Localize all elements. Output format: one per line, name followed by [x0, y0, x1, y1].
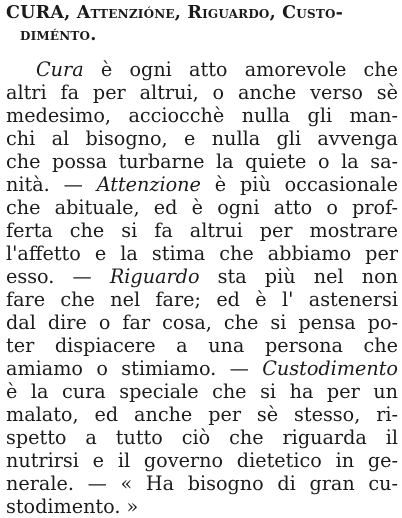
body-line: [6, 173, 398, 196]
body-text: dal dire o far cosa, che si pensa po-: [6, 311, 398, 334]
body-line: [6, 426, 398, 449]
body-text: spetto a tutto ciò che riguarda il: [6, 426, 398, 449]
body-line: [6, 472, 398, 495]
entry-heading: [6, 2, 398, 46]
italic-term: Custodimento: [262, 357, 398, 380]
body-line: [6, 334, 398, 357]
body-text: è più occasionale: [200, 173, 398, 196]
body-text: medesimo, acciocchè nulla gli man-: [6, 104, 398, 127]
body-text: che abituale, ed è ogni atto o prof-: [6, 196, 398, 219]
body-text: altri fa per altrui, o anche verso sè: [6, 81, 398, 104]
body-text: è la cura speciale che si ha per un: [6, 380, 398, 403]
body-line: [6, 311, 398, 334]
body-text: amiamo o stimiamo. —: [6, 357, 263, 380]
body-text: sta più nel non: [199, 265, 398, 288]
body-line: [6, 58, 398, 81]
body-text: nerale. — « Ha bisogno di gran cu-: [6, 472, 398, 495]
body-line: [6, 242, 398, 265]
dictionary-page: [6, 2, 398, 518]
italic-term: Cura: [36, 58, 84, 81]
entry-body: [6, 58, 398, 518]
body-text: fare che nel fare; ed è l' astenersi: [6, 288, 398, 311]
body-line: [6, 265, 398, 288]
body-text: malato, ed anche per sè stesso, ri-: [6, 403, 398, 426]
italic-term: Riguardo: [109, 265, 200, 288]
body-line: [6, 150, 398, 173]
body-line: [6, 288, 398, 311]
body-text: è ogni atto amorevole che: [83, 58, 398, 81]
body-line: [6, 357, 398, 380]
body-line: [6, 81, 398, 104]
body-text: nità. —: [6, 173, 97, 196]
body-line: [6, 196, 398, 219]
body-text: stodimento. »: [6, 495, 139, 518]
entry-heading-line-2: diménto.: [20, 25, 97, 45]
body-line: [6, 219, 398, 242]
body-text: nutrirsi e il governo dietetico in ge-: [6, 449, 398, 472]
body-line: [6, 380, 398, 403]
body-line: [6, 495, 398, 518]
body-line: [6, 104, 398, 127]
italic-term: Attenzione: [96, 173, 201, 196]
body-line: [6, 127, 398, 150]
body-text: che possa turbarne la quiete o la sa-: [6, 150, 398, 173]
entry-heading-line-1: CURA, Attenzióne, Riguardo, Custo-: [6, 3, 344, 23]
body-text: ferta che si fa altrui per mostrare: [6, 219, 398, 242]
body-text: l'affetto e la stima che abbiamo per: [6, 242, 398, 265]
body-line: [6, 403, 398, 426]
body-text: chi al bisogno, e nulla gli avvenga: [6, 127, 398, 150]
body-text: esso. —: [6, 265, 110, 288]
body-text: ter dispiacere a una persona che: [6, 334, 398, 357]
